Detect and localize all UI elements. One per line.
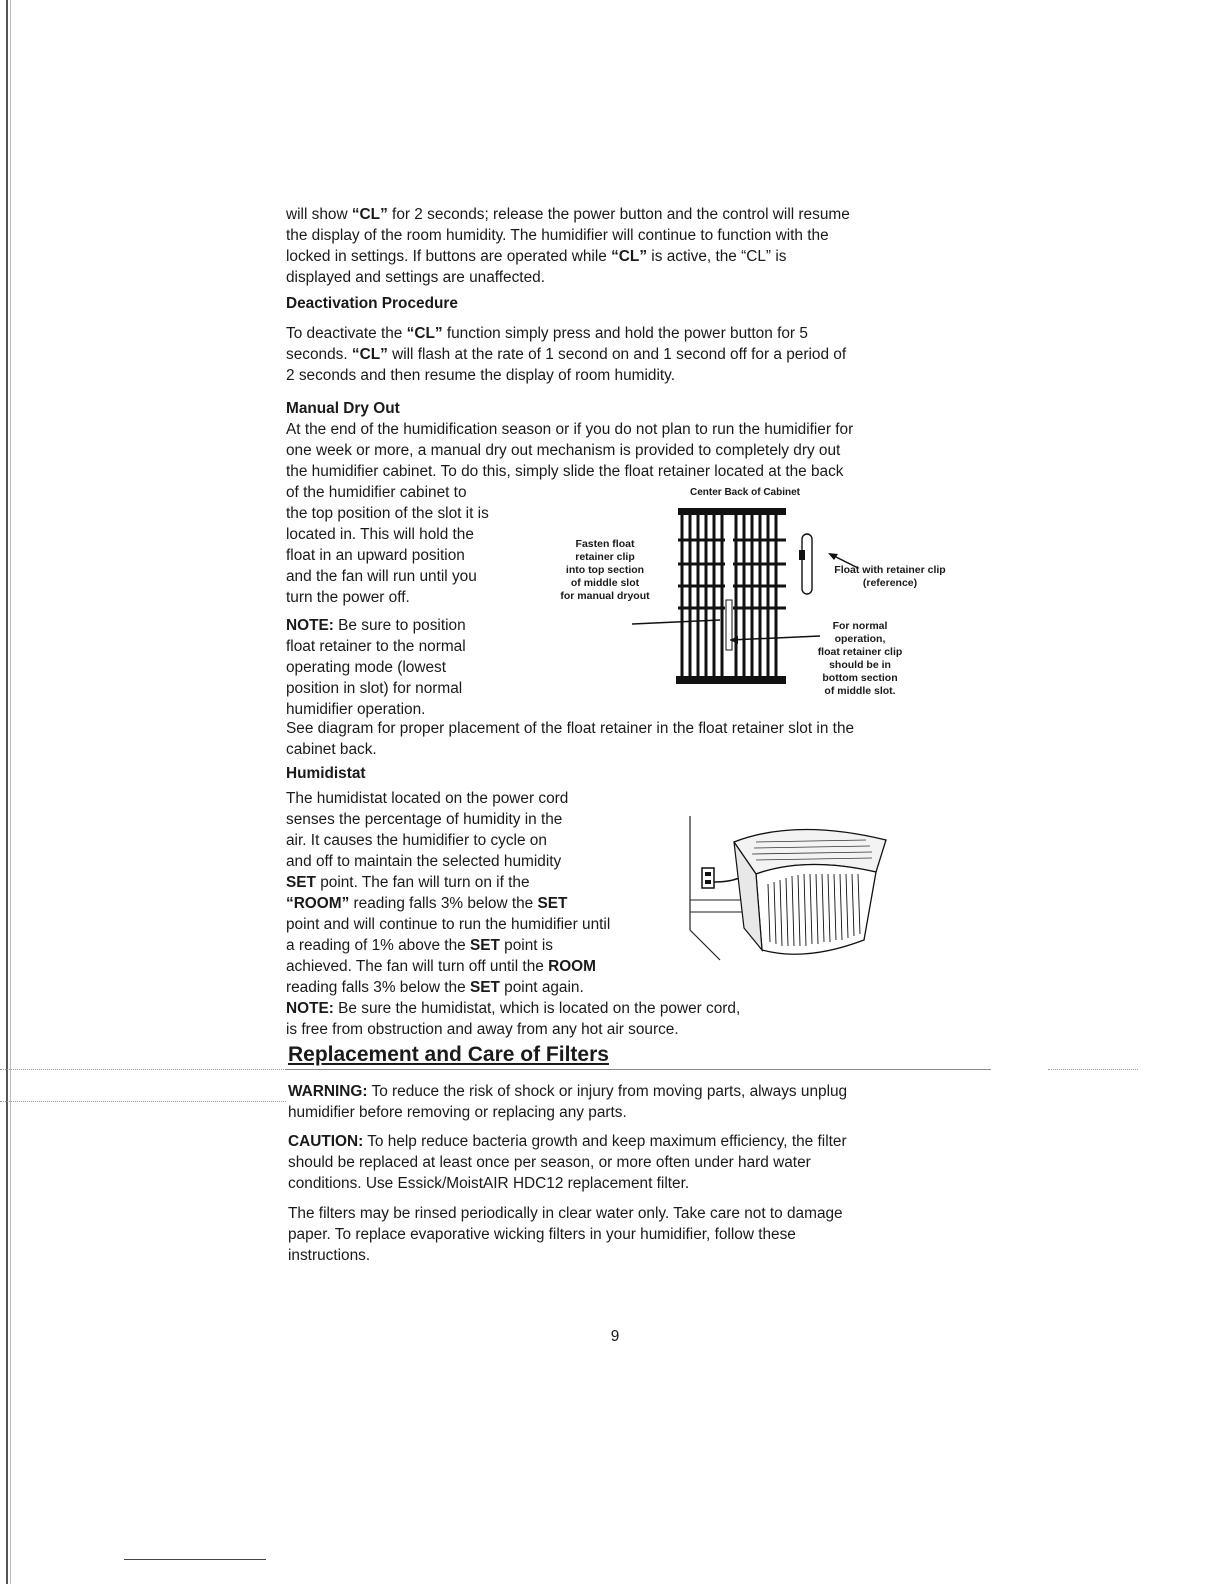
dryout-section <box>286 398 966 482</box>
diagram-title: Center Back of Cabinet <box>689 487 801 498</box>
deactivation-section <box>286 293 966 386</box>
warning-paragraph <box>288 1081 968 1123</box>
note-label: NOTE: <box>286 617 334 634</box>
body-text: one week or more, a manual dry out mechanism is provided to completely dry out <box>286 442 841 459</box>
section-heading: Deactivation Procedure <box>286 295 458 312</box>
intro-text: displayed and settings are unaffected. <box>286 269 545 286</box>
section-heading: Humidistat <box>286 765 366 782</box>
label-line: float retainer clip <box>817 646 903 658</box>
cl-code: “CL” <box>351 346 388 363</box>
set-word: SET <box>286 874 316 891</box>
body-text: point and will continue to run the humidifier until <box>286 916 611 933</box>
room-word: “ROOM” <box>286 895 350 912</box>
body-text: operating mode (lowest <box>286 659 446 676</box>
body-text: reading falls 3% below the <box>349 895 538 912</box>
body-text: humidifier before removing or replacing any parts. <box>288 1104 627 1121</box>
body-text: of the humidifier cabinet to <box>286 484 467 501</box>
body-text: is free from obstruction and away from any hot air source. <box>286 1021 679 1038</box>
normal-operation-label <box>795 620 925 698</box>
caution-label: CAUTION: <box>288 1133 364 1150</box>
see-diagram-text <box>286 718 966 760</box>
body-text: reading falls 3% below the <box>286 979 470 996</box>
label-line: of middle slot <box>570 577 640 589</box>
cl-code: “CL” <box>406 325 443 342</box>
label-line: of middle slot. <box>824 685 896 697</box>
body-text: point is <box>499 937 553 954</box>
label-line: for manual dryout <box>560 590 650 602</box>
outlet-icon <box>702 868 714 888</box>
body-text: humidifier operation. <box>286 701 426 718</box>
intro-text: locked in settings. If buttons are operated while <box>286 248 612 265</box>
body-text: float in an upward position <box>286 547 465 564</box>
cl-code: “CL” <box>611 248 648 265</box>
label-line: should be in <box>829 659 891 671</box>
body-text: float retainer to the normal <box>286 638 466 655</box>
float-reference-label <box>810 564 970 590</box>
humidifier-illustration <box>686 812 906 972</box>
body-text: point. The fan will turn on if the <box>315 874 530 891</box>
body-text: and off to maintain the selected humidity <box>286 853 562 870</box>
body-text: instructions. <box>288 1247 371 1264</box>
body-text: a reading of 1% above the <box>286 937 470 954</box>
float-retainer-diagram <box>540 482 970 718</box>
body-text: paper. To replace evaporative wicking filters in your humidifier, follow these <box>288 1226 796 1243</box>
body-text: located in. This will hold the <box>286 526 474 543</box>
intro-paragraph <box>286 204 966 288</box>
body-text: the humidifier cabinet. To do this, simply slide the float retainer located at the back <box>286 463 844 480</box>
intro-text: will show <box>286 206 352 223</box>
humidistat-section <box>286 763 686 998</box>
label-line: into top section <box>565 564 645 576</box>
set-word: SET <box>469 937 500 954</box>
body-text: At the end of the humidification season or if you do not plan to run the humidifier for <box>286 421 854 438</box>
section-rule <box>1048 1069 1138 1070</box>
body-text: function simply press and hold the power button for 5 <box>442 325 808 342</box>
rinse-paragraph <box>288 1203 968 1266</box>
body-text: The filters may be rinsed periodically in clear water only. Take care not to damage <box>288 1205 843 1222</box>
scan-edge-shadow <box>10 0 11 1584</box>
body-text: point again. <box>499 979 584 996</box>
body-text: cabinet back. <box>286 741 377 758</box>
set-word: SET <box>469 979 500 996</box>
body-text: To reduce the risk of shock or injury from moving parts, always unplug <box>367 1083 848 1100</box>
warning-label: WARNING: <box>288 1083 368 1100</box>
page-number: 9 <box>610 1328 620 1345</box>
body-text: To deactivate the <box>286 325 407 342</box>
body-text: conditions. Use Essick/MoistAIR HDC12 replacement filter. <box>288 1175 690 1192</box>
note-label: NOTE: <box>286 1000 334 1017</box>
section-rule <box>286 1069 991 1070</box>
section-heading: Manual Dry Out <box>286 400 400 417</box>
body-text: turn the power off. <box>286 589 410 606</box>
intro-text: is active, the “CL” is <box>647 248 787 265</box>
body-text: 2 seconds and then resume the display of room humidity. <box>286 367 675 384</box>
scan-edge <box>6 0 8 1584</box>
body-text: and the fan will run until you <box>286 568 477 585</box>
body-text: achieved. The fan will turn off until the <box>286 958 549 975</box>
body-text: seconds. <box>286 346 352 363</box>
body-text: senses the percentage of humidity in the <box>286 811 563 828</box>
humidistat-note <box>286 998 966 1040</box>
fasten-label <box>540 538 670 603</box>
filters-section-title: Replacement and Care of Filters <box>288 1043 609 1066</box>
intro-text: for 2 seconds; release the power button and the control will resume <box>387 206 850 223</box>
caution-paragraph <box>288 1131 968 1194</box>
dryout-left-column <box>286 482 536 720</box>
body-text: To help reduce bacteria growth and keep maximum efficiency, the filter <box>363 1133 847 1150</box>
label-line: Fasten float <box>575 538 635 550</box>
body-text: position in slot) for normal <box>286 680 463 697</box>
scan-rule <box>0 1101 286 1102</box>
label-line: bottom section <box>822 672 898 684</box>
body-text: the top position of the slot it is <box>286 505 489 522</box>
intro-text: the display of the room humidity. The humidifier will continue to function with the <box>286 227 829 244</box>
label-line: Float with retainer clip <box>834 564 946 576</box>
body-text: air. It causes the humidifier to cycle on <box>286 832 547 849</box>
body-text: Be sure the humidistat, which is located on the power cord, <box>333 1000 741 1017</box>
scan-rule <box>124 1559 266 1560</box>
label-line: (reference) <box>862 577 918 589</box>
label-line: retainer clip <box>575 551 635 563</box>
label-line: For normal <box>832 620 888 632</box>
body-text: will flash at the rate of 1 second on and 1 second off for a period of <box>387 346 847 363</box>
body-text: Be sure to position <box>333 617 466 634</box>
cl-code: “CL” <box>351 206 388 223</box>
section-rule <box>0 1069 286 1070</box>
body-text: The humidistat located on the power cord <box>286 790 569 807</box>
body-text: should be replaced at least once per season, or more often under hard water <box>288 1154 811 1171</box>
label-line: operation, <box>834 633 886 645</box>
set-word: SET <box>537 895 568 912</box>
room-word: ROOM <box>548 958 596 975</box>
body-text: See diagram for proper placement of the float retainer in the float retainer slot in the <box>286 720 855 737</box>
